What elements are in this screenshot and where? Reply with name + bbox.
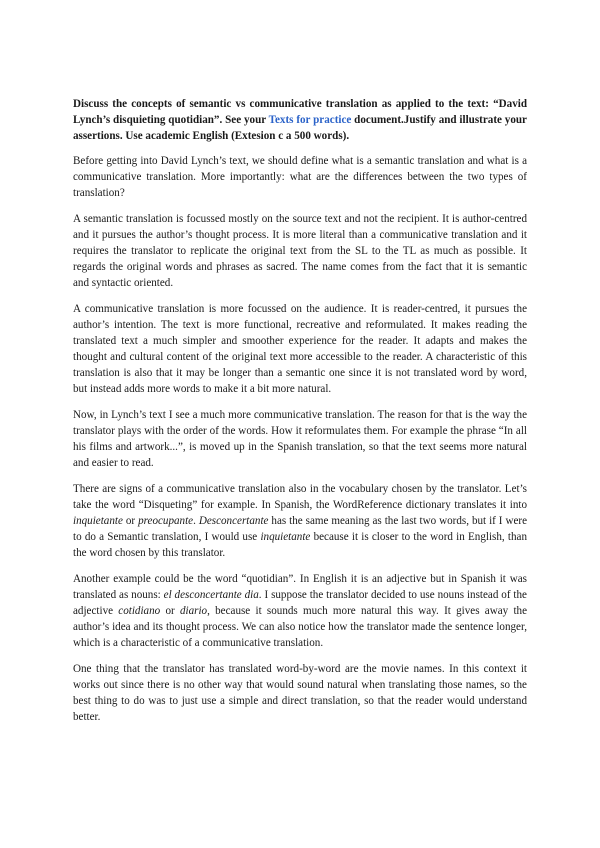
document-page [73,96,527,735]
paragraph-vocabulary [73,481,527,561]
vocab-text-3: . [193,515,199,527]
quotidian-text-1: Another example could be the word “quotidian”. In English it is an adjective but in Spanish it was translated as nouns: [73,573,527,601]
italic-term: diario [179,605,208,617]
paragraph-lynch-text: Now, in Lynch’s text I see a much more communicative translation. The reason for that is the way the translator plays with the order of the words. How it reformulates them. For example the phrase “In all his films and artwork...”, is moved up in the Spanish translation, so that the text seems more natural and easier to read. [73,409,527,469]
assignment-heading [73,96,527,144]
heading-text-end: document.Justify and illustrate your assertions. Use academic English (Extesion c a 500 words). [73,114,527,142]
vocab-text-5: because it is closer to the word in English, than the word chosen by this translator. [73,531,528,559]
texts-for-practice-link[interactable]: Texts for practice [268,114,352,126]
italic-term: cotidiano [118,605,161,617]
italic-term: inquietante [260,531,311,543]
italic-term: preocupante [138,515,194,527]
vocab-text-2: or [122,515,139,527]
paragraph-semantic-translation: A semantic translation is focussed mostly on the source text and not the recipient. It is author-centred and it pursues the author’s thought process. It is more literal than a communicative translation and it requires the translator to replicate the original text from the SL to the TL as much as possible. It regards the original words and phrases as sacred. The name comes from the fact that it is semantic and syntactic oriented. [73,213,527,289]
italic-term: el desconcertante dia [163,589,259,601]
italic-term: inquietante [73,515,123,527]
paragraph-quotidian [73,571,527,651]
quotidian-text-4: , because it sounds much more natural this way. It gives away the author’s idea and its thought process. We can also notice how the translator made the sentence longer, which is a characteristic of a communicative translation. [73,605,527,649]
quotidian-text-3: or [160,605,180,617]
vocab-text-1: There are signs of a communicative translation also in the vocabulary chosen by the translator. Let’s take the word “Disqueting” for example. In Spanish, the WordReference dictionary translates it into [73,483,527,511]
paragraph-intro: Before getting into David Lynch’s text, we should define what is a semantic translation and what is a communicative translation. More importantly: what are the differences between the two types of translation? [73,155,527,199]
paragraph-movie-names: One thing that the translator has translated word-by-word are the movie names. In this context it works out since there is no other way that would sound natural when translating those names, so the best thing to do was to just use a simple and direct translation, so that the reader would understand better. [73,663,527,723]
italic-term: Desconcertante [198,515,269,527]
heading-text-start: Discuss the concepts of semantic vs communicative translation as applied to the text: “David Lynch’s disquieting quotidian”. See your [73,98,527,126]
paragraph-communicative-translation: A communicative translation is more focussed on the audience. It is reader-centred, it pursues the author’s intention. The text is more functional, recreative and reformulated. It makes reading the translated text a much simpler and smoother experience for the reader. It adapts and makes the thought and cultural content of the original text more accessible to the reader. A characteristic of this translation is also that it may be longer than a semantic one since it is not translated word by word, but instead adds more words to make it a bit more natural. [73,303,527,395]
vocab-text-4: has the same meaning as the last two words, but if I were to do a Semantic translation, I would use [73,515,527,543]
quotidian-text-2: . I suppose the translator decided to use nouns instead of the adjective [73,589,527,617]
